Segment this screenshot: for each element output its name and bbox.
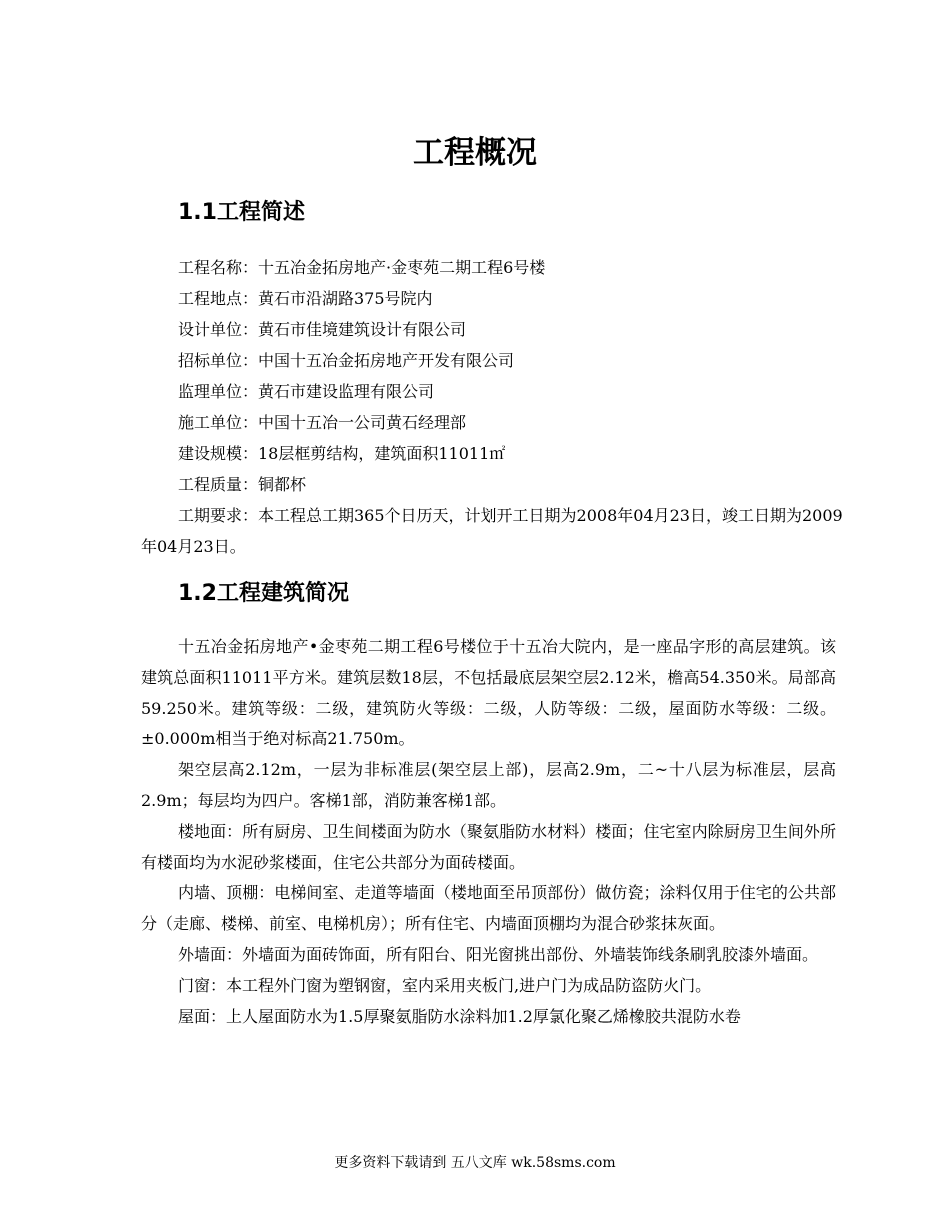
section-heading-architecture: 1.2工程建筑简况	[178, 581, 349, 606]
info-construction-unit: 施工单位：中国十五冶一公司黄石经理部	[178, 413, 467, 432]
paragraph-floors: 楼地面：所有厨房、卫生间楼面为防水（聚氨脂防水材料）楼面；住宅室内除厨房卫生间外所有楼面均为水泥砂浆楼面，住宅公共部分为面砖楼面。	[141, 821, 836, 872]
footer-text: 更多资料下载请到 五八文库 wk.58sms.com	[334, 1155, 616, 1171]
paragraph-roof: 屋面：上人屋面防水为1.5厚聚氨脂防水涂料加1.2厚氯化聚乙烯橡胶共混防水卷	[178, 1006, 741, 1026]
info-design-unit: 设计单位：黄石市佳境建筑设计有限公司	[178, 320, 467, 339]
info-project-quality: 工程质量：铜都杯	[178, 475, 307, 494]
info-project-location: 工程地点：黄石市沿湖路375号院内	[178, 289, 433, 308]
paragraph-building-overview: 十五冶金拓房地产•金枣苑二期工程6号楼位于十五冶大院内，是一座品字形的高层建筑。该建筑总面积11011平方米。建筑层数18层，不包括最底层架空层2.12米，檐高54.350米。局部高59.250米。建筑等级：二级，建筑防火等级：二级，人防等级：二级，屋面防水等级：二级。±0.000m相当于绝对标高21.750m。	[141, 637, 836, 749]
paragraph-exterior-walls: 外墙面：外墙面为面砖饰面，所有阳台、阳光窗挑出部份、外墙装饰线条刷乳胶漆外墙面。	[178, 944, 819, 964]
info-supervision-unit: 监理单位：黄石市建设监理有限公司	[178, 382, 435, 401]
architecture-body	[141, 632, 836, 1032]
paragraph-floor-heights: 架空层高2.12m，一层为非标准层(架空层上部)，层高2.9m，二~十八层为标准层，层高2.9m；每层均为四户。客梯1部，消防兼客梯1部。	[141, 760, 836, 810]
info-schedule-requirement: 工期要求：本工程总工期365个日历天，计划开工日期为2008年04月23日，竣工日期为2009年04月23日。	[141, 506, 843, 556]
paragraph-interior-walls: 内墙、顶棚：电梯间室、走道等墙面（楼地面至吊顶部份）做仿瓷；涂料仅用于住宅的公共部分（走廊、楼梯、前室、电梯机房）；所有住宅、内墙面顶棚均为混合砂浆抹灰面。	[141, 883, 836, 934]
info-project-name: 工程名称：十五冶金拓房地产·金枣苑二期工程6号楼	[178, 258, 546, 277]
section-heading-overview: 1.1工程简述	[178, 200, 305, 225]
project-info-list	[141, 252, 858, 562]
info-tender-unit: 招标单位：中国十五冶金拓房地产开发有限公司	[178, 351, 515, 370]
page-title: 工程概况	[413, 135, 537, 171]
info-construction-scale: 建设规模：18层框剪结构，建筑面积11011㎡	[178, 444, 506, 463]
paragraph-doors-windows: 门窗：本工程外门窗为塑钢窗，室内采用夹板门,进户门为成品防盗防火门。	[178, 975, 712, 995]
